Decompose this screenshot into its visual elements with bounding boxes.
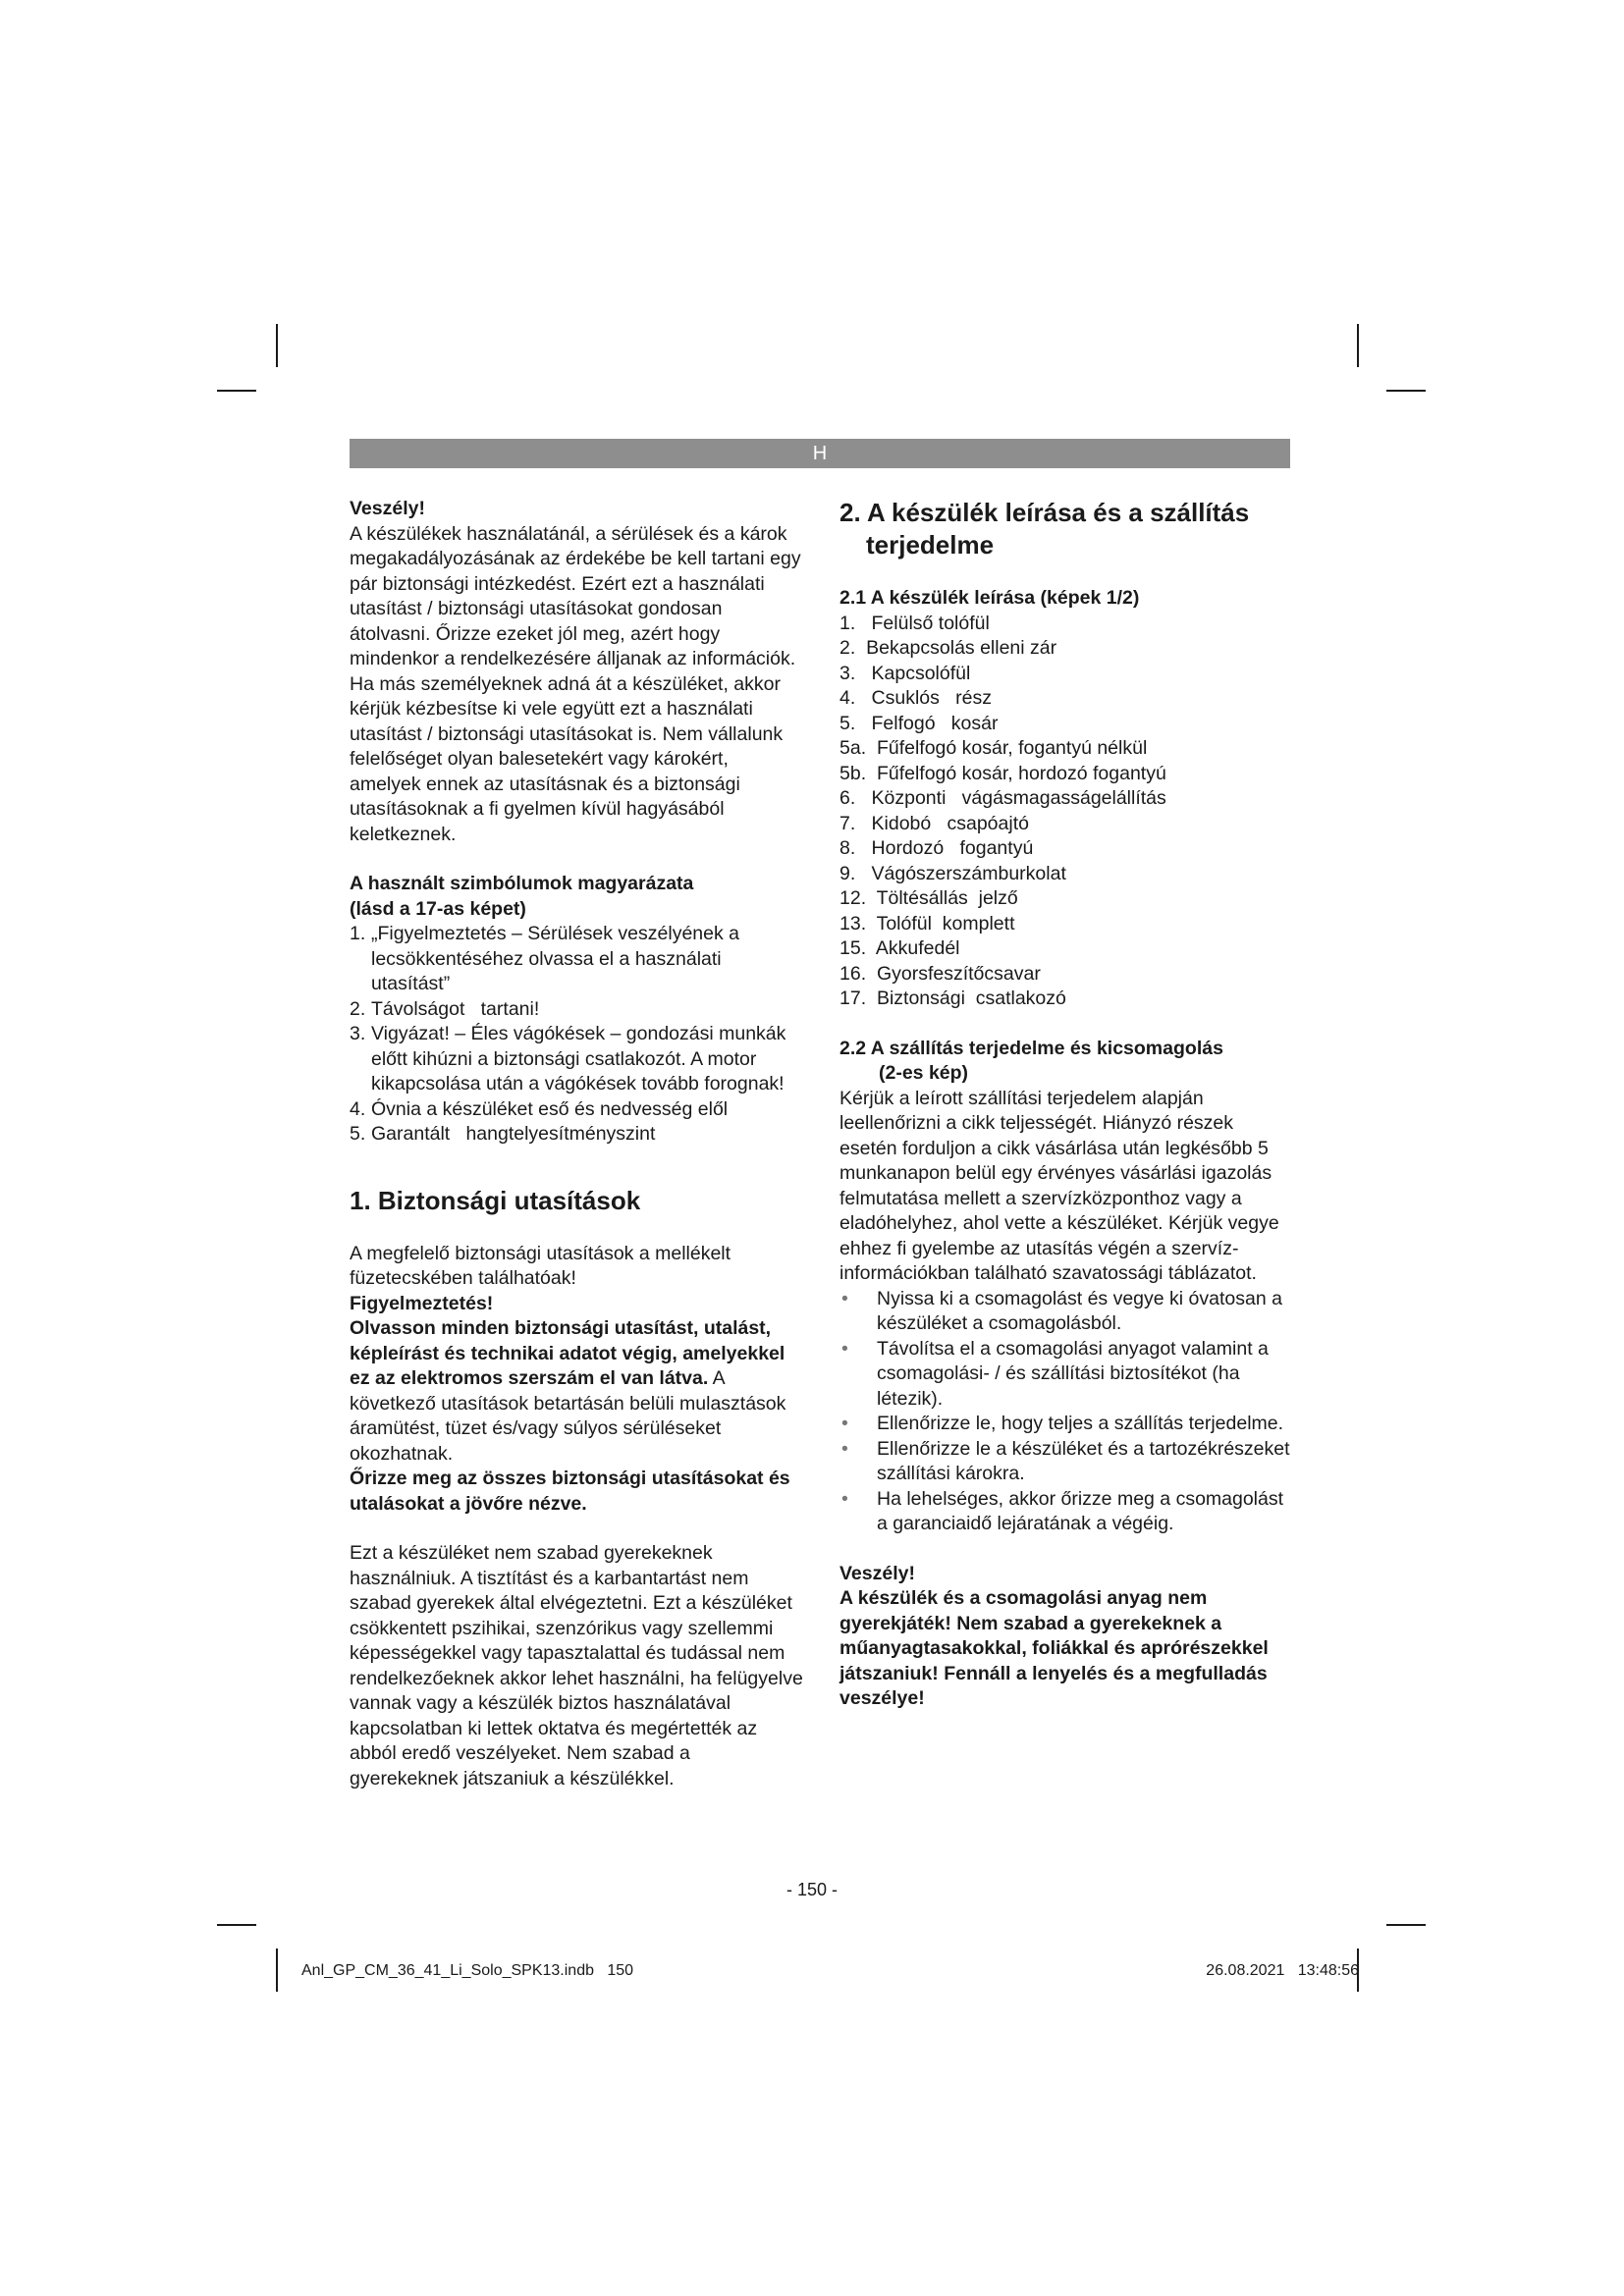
bullet-icon: •: [841, 1337, 848, 1360]
crop-mark: [1386, 1924, 1426, 1926]
left-column: [350, 497, 803, 1791]
list-item: 2. Távolságot tartani!: [350, 997, 540, 1020]
list-item: 7. Kidobó csapóajtó: [839, 812, 1029, 834]
warning-paragraph: [350, 1316, 803, 1467]
unpacking-list: [839, 1287, 1291, 1537]
bullet-icon: •: [841, 1413, 848, 1434]
parts-list: [839, 612, 1291, 1012]
scope-subtitle-figure: (2-es kép): [879, 1062, 969, 1084]
list-item: 17. Biztonsági csatlakozó: [839, 988, 1066, 1009]
list-item: • Ha lehelséges, akkor őrizze meg a csomagolást a garanciaidő lejáratának a végéig.: [841, 1487, 1284, 1534]
list-item: 8. Hordozó fogantyú: [839, 837, 1034, 859]
crop-mark: [217, 390, 256, 392]
scope-subtitle: 2.2 A szállítás terjedelme és kicsomagolás: [839, 1037, 1223, 1059]
warning-label: Figyelmeztetés!: [350, 1292, 494, 1314]
file-name: Anl_GP_CM_36_41_Li_Solo_SPK13.indb 150: [301, 1962, 634, 1979]
symbols-title: A használt szimbólumok magyarázata: [350, 873, 694, 894]
list-item: 5. Garantált hangtelyesítményszint: [350, 1123, 656, 1145]
list-item: 1. „Figyelmeztetés – Sérülések veszélyének a lecsökkentéséhez olvassa el a használati utasítást”: [350, 923, 740, 994]
list-item: 15. Akkufedél: [839, 937, 960, 959]
bullet-icon: •: [841, 1437, 848, 1460]
right-column: [839, 497, 1291, 1712]
warning-bold-text: Olvasson minden biztonsági utasítást, utalást, képleírást és technikai adatot végig, amelyekkel ez az elektromos szerszám el van látva.: [350, 1317, 785, 1389]
section-heading-safety: 1. Biztonsági utasítások: [350, 1185, 641, 1215]
list-item: 4. Óvnia a készüléket eső és nedvesség elől: [350, 1097, 729, 1120]
list-item: 16. Gyorsfeszítőcsavar: [839, 962, 1041, 985]
list-item: • Nyissa ki a csomagolást és vegye ki óvatosan a készüléket a csomagolásból.: [841, 1287, 1282, 1334]
crop-mark: [217, 1924, 256, 1926]
symbols-list: [350, 922, 803, 1148]
print-date-time: 26.08.2021 13:48:56: [1206, 1962, 1359, 1979]
crop-mark: [276, 1949, 278, 1992]
children-paragraph: Ezt a készüléket nem szabad gyerekeknek használniuk. A tisztítást és a karbantartást nem szabad gyerekek által elvégeztetni. Ezt a készüléket csökkentett pszihikai, szenzórikus vagy szellemmi képességekkel vagy tapasztalattal és tudással nem rendelkezőeknek akkor lehet használni, ha felügyelve vannak vagy a készülék biztos használatával kapcsolatban ki lettek oktatva és megértették az abból eredő veszélyeket. Nem szabad a gyerekeknek játszaniuk a készülékkel.: [350, 1542, 803, 1789]
list-item: 13. Tolófül komplett: [839, 912, 1015, 934]
danger-title: Veszély!: [350, 498, 425, 519]
language-tab-label: H: [812, 443, 828, 464]
list-item: 5a. Fűfelfogó kosár, fogantyú nélkül: [839, 737, 1148, 759]
keep-instructions: Őrizze meg az összes biztonsági utasításokat és utalásokat a jövőre nézve.: [350, 1468, 790, 1515]
list-item: 1. Felülső tolófül: [839, 612, 990, 634]
list-item: • Ellenőrizze le a készüléket és a tartozékrészeket szállítási károkra.: [841, 1437, 1290, 1484]
danger-paragraph: A készülékek használatánál, a sérülések és a károk megakadályozásának az érdekébe be kell tartani egy pár biztonsági intézkedést. Ezért ezt a használati utasítást / biztonsági utasításokat gondosan átolvasni. Őrizze ezeket jól meg, azért hogy mindenkor a rendelkezésére álljanak az információk. Ha más személyeknek adná át a készüléket, akkor kérjük kézbesítse ki vele együtt ezt a használati utasítást / biztonsági utasításokat is. Nem vállalunk felelőséget olyan balesetekért vagy károkért, amelyek ennek az utasításnak és a biztonsági utasításoknak a fi gyelmen kívül hagyásából keletkeznek.: [350, 522, 801, 845]
warning-normal-text: A következő utasítások betartásán belüli mulasztások áramütést, tüzet és/vagy súlyos sérüléseket okozhatnak.: [350, 1367, 786, 1465]
crop-mark: [276, 324, 278, 367]
section-heading-description: [839, 497, 1291, 561]
danger-paragraph-2: A készülék és a csomagolási anyag nem gyerekjáték! Nem szabad a gyerekeknek a műanyagtasakokkal, foliákkal és aprórészekkel játszaniuk! Fennáll a lenyelés és a megfulladás veszélye!: [839, 1587, 1269, 1709]
list-item: 4. Csuklós rész: [839, 687, 992, 709]
list-item: 9. Vágószerszámburkolat: [839, 862, 1066, 884]
crop-mark: [1357, 324, 1359, 367]
list-item: 5b. Fűfelfogó kosár, hordozó fogantyú: [839, 762, 1166, 784]
bullet-icon: •: [841, 1487, 848, 1510]
list-item: 2. Bekapcsolás elleni zár: [839, 637, 1057, 659]
danger-title-2: Veszély!: [839, 1562, 915, 1584]
heading-line-2: terjedelme: [866, 530, 995, 560]
symbols-subtitle: (lásd a 17-as képet): [350, 897, 526, 920]
page-number: - 150 -: [785, 1880, 839, 1899]
list-item: • Ellenőrizze le, hogy teljes a szállítás terjedelme.: [839, 1412, 1291, 1437]
language-header-bar: [350, 439, 1290, 468]
safety-intro: A megfelelő biztonsági utasítások a mellékelt füzetecskében találhatóak!: [350, 1242, 731, 1289]
scope-paragraph: Kérjük a leírott szállítási terjedelem alapján leellenőrizni a cikk teljességét. Hiányzó részek esetén forduljon a cikk vásárlása után legkésőbb 5 munkanapon belül egy érvényes vásárlási igazolás felmutatása mellett a szervízközponthoz vagy a eladóhelyhez, ahol vette a készüléket. Kérjük vegye ehhez fi gyelembe az utasítás végén a szervíz-információkban található szavatossági táblázatot.: [839, 1087, 1279, 1284]
bullet-icon: •: [841, 1287, 848, 1309]
crop-mark: [1386, 390, 1426, 392]
description-subtitle: 2.1 A készülék leírása (képek 1/2): [839, 587, 1140, 609]
list-item: 3. Vigyázat! – Éles vágókések – gondozási munkák előtt kihúzni a biztonsági csatlakozót. A motor kikapcsolása után a vágókések tovább forognak!: [350, 1023, 786, 1095]
list-item: 3. Kapcsolófül: [839, 662, 971, 684]
list-item: 6. Központi vágásmagasságelállítás: [839, 787, 1166, 809]
list-item: 5. Felfogó kosár: [839, 712, 999, 734]
list-item: 12. Töltésállás jelző: [839, 887, 1018, 909]
list-item: • Távolítsa el a csomagolási anyagot valamint a csomagolási- / és szállítási biztosítékot (ha létezik).: [841, 1337, 1269, 1410]
heading-line-1: 2. A készülék leírása és a szállítás: [839, 498, 1250, 527]
